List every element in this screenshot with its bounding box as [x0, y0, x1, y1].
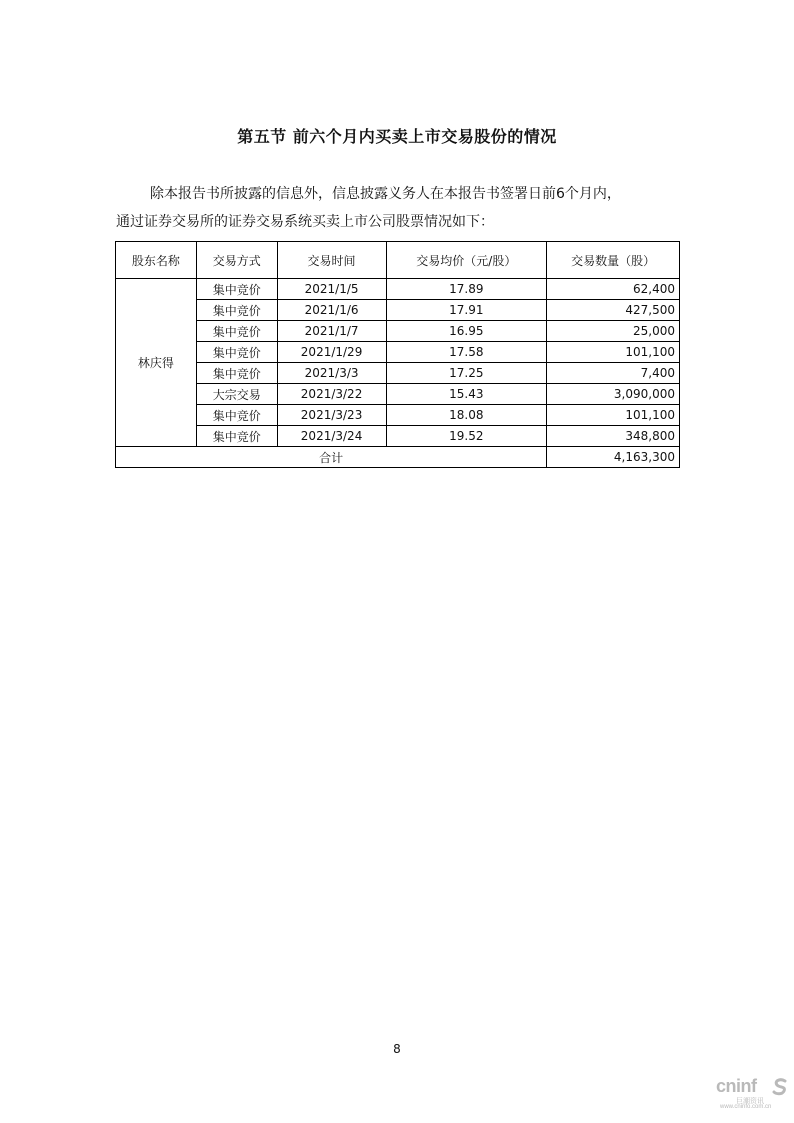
trade-qty: 101,100	[547, 342, 680, 363]
header-date: 交易时间	[277, 242, 386, 279]
trade-qty: 348,800	[547, 426, 680, 447]
trade-price: 17.91	[386, 300, 547, 321]
total-value: 4,163,300	[547, 447, 680, 468]
trade-method: 集中竞价	[196, 321, 277, 342]
logo-brand-cn: 巨潮资讯	[736, 1097, 764, 1105]
trade-method: 集中竞价	[196, 342, 277, 363]
table-row	[116, 300, 680, 321]
trade-qty: 62,400	[547, 279, 680, 300]
section-title: 第五节 前六个月内买卖上市交易股份的情况	[237, 127, 557, 146]
trade-price: 18.08	[386, 405, 547, 426]
trade-qty: 3,090,000	[547, 384, 680, 405]
header-method: 交易方式	[196, 242, 277, 279]
trade-price: 17.58	[386, 342, 547, 363]
table-row	[116, 405, 680, 426]
trade-price: 17.89	[386, 279, 547, 300]
intro-paragraph-line2: 通过证券交易所的证券交易系统买卖上市公司股票情况如下：	[116, 214, 494, 230]
trade-date: 2021/1/7	[277, 321, 386, 342]
table-row	[116, 363, 680, 384]
trade-qty: 7,400	[547, 363, 680, 384]
total-label: 合计	[116, 447, 547, 468]
logo-swirl-icon	[772, 1078, 788, 1096]
trade-date: 2021/3/24	[277, 426, 386, 447]
trade-qty: 25,000	[547, 321, 680, 342]
trade-date: 2021/3/23	[277, 405, 386, 426]
table-row	[116, 279, 680, 300]
header-holder: 股东名称	[116, 242, 197, 279]
trade-price: 16.95	[386, 321, 547, 342]
trade-price: 15.43	[386, 384, 547, 405]
table-row	[116, 384, 680, 405]
logo-brand-text: cninf	[716, 1076, 757, 1096]
trade-date: 2021/1/5	[277, 279, 386, 300]
header-qty: 交易数量（股）	[547, 242, 680, 279]
holder-name: 林庆得	[116, 279, 197, 447]
trade-method: 集中竞价	[196, 279, 277, 300]
trade-method: 集中竞价	[196, 405, 277, 426]
page-number: 8	[393, 1042, 401, 1056]
logo-url: www.cninfo.com.cn	[720, 1104, 772, 1110]
trade-qty: 427,500	[547, 300, 680, 321]
trade-method: 集中竞价	[196, 300, 277, 321]
table-row	[116, 342, 680, 363]
intro-paragraph-line1: 除本报告书所披露的信息外，信息披露义务人在本报告书签署日前6个月内，	[150, 186, 621, 202]
table-row	[116, 321, 680, 342]
header-price: 交易均价（元/股）	[386, 242, 547, 279]
trade-date: 2021/3/22	[277, 384, 386, 405]
cninfo-watermark-logo	[716, 1076, 790, 1112]
trade-date: 2021/3/3	[277, 363, 386, 384]
total-row	[116, 447, 680, 468]
trading-table	[115, 241, 680, 468]
trade-method: 集中竞价	[196, 426, 277, 447]
table-header-row	[116, 242, 680, 279]
table-row	[116, 426, 680, 447]
trade-method: 集中竞价	[196, 363, 277, 384]
trade-date: 2021/1/29	[277, 342, 386, 363]
trade-method: 大宗交易	[196, 384, 277, 405]
trade-date: 2021/1/6	[277, 300, 386, 321]
trade-qty: 101,100	[547, 405, 680, 426]
trade-price: 19.52	[386, 426, 547, 447]
trade-price: 17.25	[386, 363, 547, 384]
